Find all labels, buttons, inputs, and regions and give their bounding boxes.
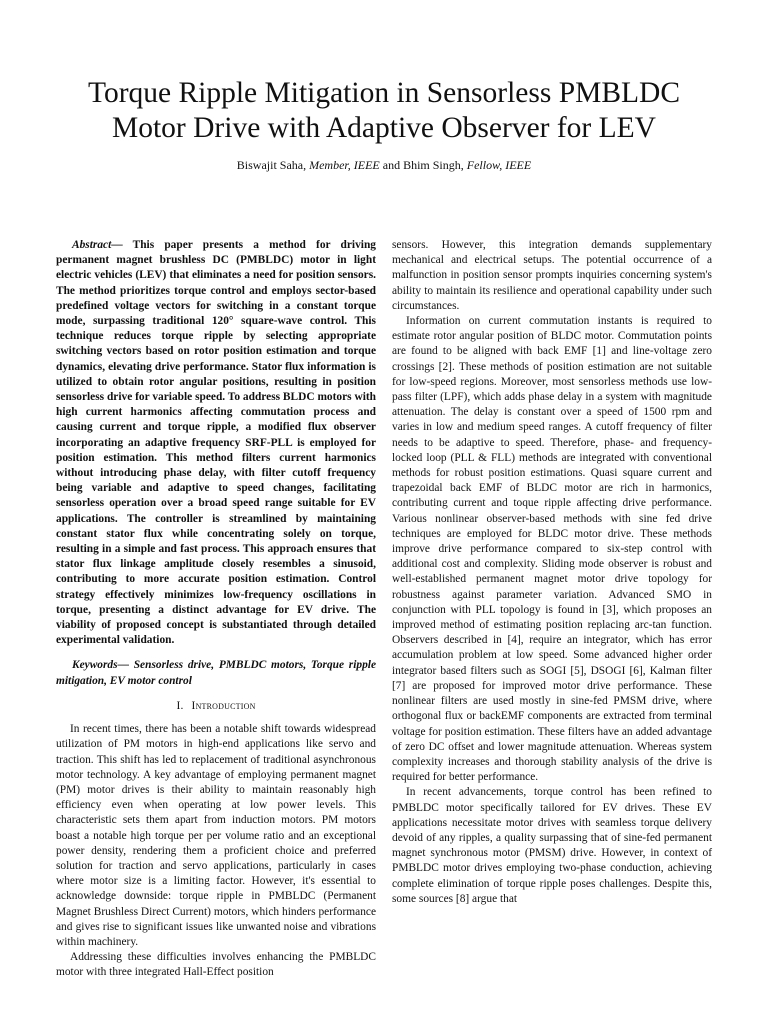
- right-column: [392, 238, 712, 907]
- abstract-label: Abstract: [72, 239, 112, 251]
- abstract-dash: —: [111, 239, 133, 251]
- author-1-name: Biswajit Saha,: [236, 158, 310, 172]
- title-line-1: Torque Ripple Mitigation in Sensorless PMBLDC: [87, 77, 681, 109]
- author-conjunction: and Bhim Singh,: [379, 158, 467, 172]
- title-line-2: Motor Drive with Adaptive Observer for LEV: [112, 112, 656, 144]
- keywords: [56, 658, 376, 688]
- paper-title: [40, 76, 728, 146]
- author-line: [40, 158, 728, 172]
- keywords-label: Keywords: [72, 659, 118, 672]
- paragraph: sensors. However, this integration demands supplementary mechanical and electrical setups. The potential occurrence of a malfunction in position sensor prompts inquiries concerning system's ability to maintain its resilience and operational capability under such circumstances.: [392, 239, 712, 312]
- abstract-text: This paper presents a method for driving permanent magnet brushless DC (PMBLDC) motor in light electric vehicles (LEV) that eliminates a need for position sensors. The method prioritizes torque control and employs sector-based predefined voltage vectors for switching in a constant torque mode, surpassing traditional 120° square-wave control. This technique reduces torque ripple by selecting appropriate switching vectors based on rotor position estimation and torque dynamics, elevating drive performance. Stator flux information is utilized to obtain rotor angular positions, resulting in position sensorless drive for variable speed. To address BLDC motors with high current harmonics affecting commutation process and causing current and torque ripple, a modified flux observer incorporating an adaptive frequency SRF-PLL is employed for position estimation. This method filters current harmonics without introducing phase delay, with filter cutoff frequency being variable and adaptive to speed changes, facilitating sensorless operation over a broad speed range suitable for EV applications. The controller is streamlined by maintaining constant stator flux while concentrating solely on torque, resulting in a simple and fast process. This approach ensures that stator flux linkage amplitude closely resembles a sinusoid, contributing to more accurate position estimation. Control strategy effectively minimizes low-frequency oscillations in torque, presenting a distinct advantage for EV drive. The viability of proposed concept is substantiated through detailed experimental validation.: [56, 239, 376, 647]
- section-title: Introduction: [191, 699, 256, 712]
- keywords-text: — Sensorless drive, PMBLDC motors, Torque ripple mitigation, EV motor control: [56, 659, 376, 687]
- author-2-role: Fellow, IEEE: [466, 158, 532, 172]
- paragraph: Addressing these difficulties involves enhancing the PMBLDC motor with three integrated Hall-Effect position: [56, 951, 376, 979]
- abstract: [56, 238, 376, 648]
- section-number: I.: [176, 699, 184, 712]
- left-column: [56, 238, 376, 981]
- paragraph: In recent advancements, torque control has been refined to PMBLDC motor specifically tailored for EV drives. These EV applications necessitate motor drives with seamless torque delivery devoid of any ripples, a quality surpassing that of sine-fed permanent magnet synchronous motor (PMSM) drive. However, in context of PMBLDC motor drives employing two-phase conduction, achieving complete elimination of torque ripple poses challenges. Despite this, some sources [8] argue that: [392, 786, 712, 905]
- paragraph: In recent times, there has been a notable shift towards widespread utilization of PM motors in high-end applications like servo and traction. This shift has led to replacement of traditional asynchronous motor technology. A key advantage of employing permanent magnet (PM) motor drives is their ability to maintain reasonably high efficiency even when operating at low power levels. This characteristic sets them apart from induction motors. PM motors boast a notable high torque per per volume ratio and an exceptional power density, rendering them a proficient choice and preferred solution for traction and servo applications, particularly in cases where motor size is a limiting factor. However, it's essential to acknowledge downside: torque ripple in PMBLDC (Permanent Magnet Brushless Direct Current) motors, which hinders performance and gives rise to significant issues like unwanted noise and vibrations within machinery.: [56, 723, 376, 948]
- paragraph: Information on current commutation instants is required to estimate rotor angular position of BLDC motor. Commutation points are found to be aligned with back EMF [1] and line-voltage zero crossings [2]. These methods of position estimation are not suitable for low-speed regions. Moreover, most sensorless methods use low-pass filter (LPF), which adds phase delay in a system with magnitude attenuation. The delay is constant over a speed of 1500 rpm and varies in low and medium speed ranges. A cutoff frequency of filter needs to be adaptive to speed. Therefore, phase- and frequency-locked loop (PLL & FLL) methods are integrated with conventional methods for robust position estimations. Quasi square current and trapezoidal back EMF of BLDC motor are rich in harmonics, contributing current and toque ripple affecting drive performance. Various nonlinear observer-based methods with sine fed drive techniques are employed for BLDC motor drive. These methods improve drive performance compared to six-step control with additional cost and complexity. Sliding mode observer is robust and well-established permanent magnet motor drive topology for robustness against parameter variation. Advanced SMO in conjunction with PLL topology is found in [3], which proposes an improved method of estimating position replacing arc-tan function. Observers described in [4], require an integrator, which has error accumulation problem at low speed. Some advanced higher order integrator based filters such as SOGI [5], DSOGI [6], Kalman filter [7] are proposed for improved motor drive performance. These nonlinear filters are used mostly in sine-fed PMSM drive, where orthogonal flux or backEMF components are extracted from terminal voltage for position estimation. These filters have an added advantage of zero DC offset and lower magnitude attenuation. Whereas system complexity increases and thorough stability analysis of the drive is required for better performance.: [392, 315, 712, 784]
- section-heading-introduction: [56, 699, 376, 714]
- author-1-role: Member, IEEE: [309, 158, 380, 172]
